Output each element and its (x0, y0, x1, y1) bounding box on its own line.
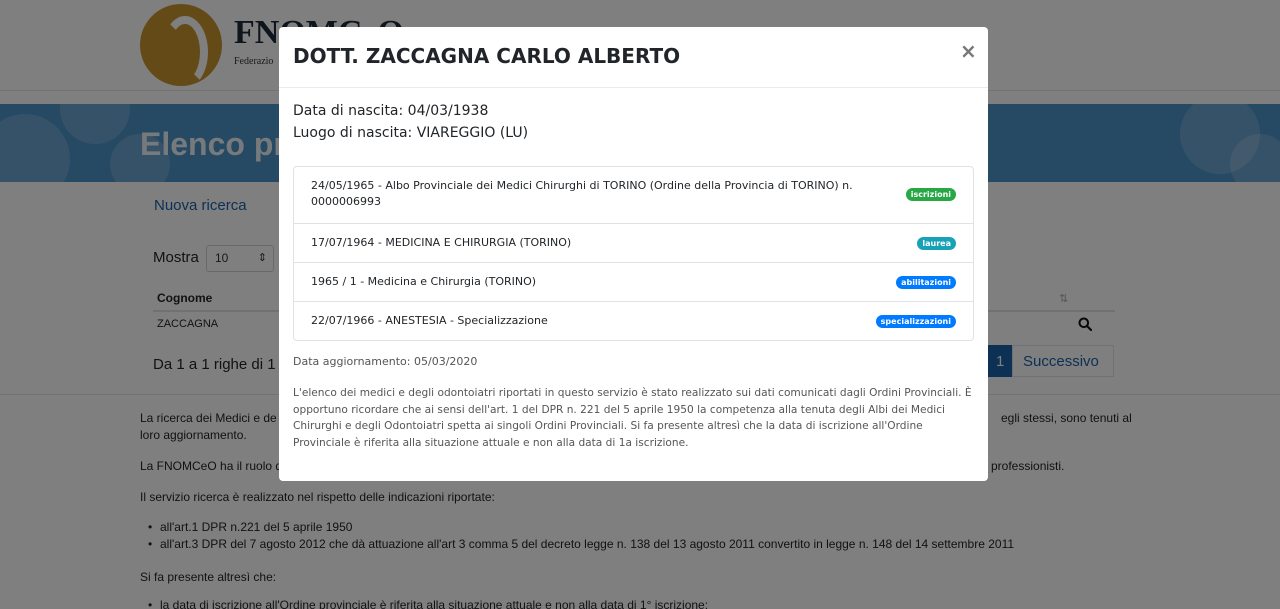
record-badge: abilitazioni (896, 276, 956, 289)
birth-date: Data di nascita: 04/03/1938 (293, 103, 489, 119)
list-item (294, 301, 973, 340)
list-item (294, 223, 973, 262)
records-list (293, 166, 974, 341)
record-badge: laurea (917, 237, 956, 250)
record-text: 17/07/1964 - MEDICINA E CHIRURGIA (TORINO) (311, 236, 572, 249)
list-item (294, 262, 973, 301)
modal-title: DOTT. ZACCAGNA CARLO ALBERTO (293, 44, 681, 68)
doctor-detail-modal (279, 27, 988, 481)
disclaimer-text: L'elenco dei medici e degli odontoiatri riportati in questo servizio è stato realizzato sui dati comunicati dagli Ordini Provinciali. È opportuno ricordare che ai sensi dell'art. 1 del DPR n. 221 del 5 aprile 1950 la competenza alla tenuta degli Albi dei Medici Chirurghi e degli Odontoiatri spetta ai singoli Ordini Provinciali. Si fa presente altresì che la data di iscrizione all'Ordine Provinciale è riferita alla situazione attuale e non alla data di 1a iscrizione. (293, 387, 972, 449)
last-update: Data aggiornamento: 05/03/2020 (293, 355, 478, 368)
record-text: 24/05/1965 - Albo Provinciale dei Medici Chirurghi di TORINO (Ordine della Provincia di TORINO) n. 0000006993 (311, 179, 853, 208)
record-badge: iscrizioni (906, 188, 956, 201)
record-text: 1965 / 1 - Medicina e Chirurgia (TORINO) (311, 275, 537, 288)
birth-place: Luogo di nascita: VIAREGGIO (LU) (293, 125, 529, 141)
record-text: 22/07/1966 - ANESTESIA - Specializzazione (311, 314, 548, 327)
list-item (294, 167, 973, 223)
record-badge: specializzazioni (876, 315, 956, 328)
modal-header (279, 27, 988, 88)
close-icon[interactable]: × (960, 39, 977, 63)
